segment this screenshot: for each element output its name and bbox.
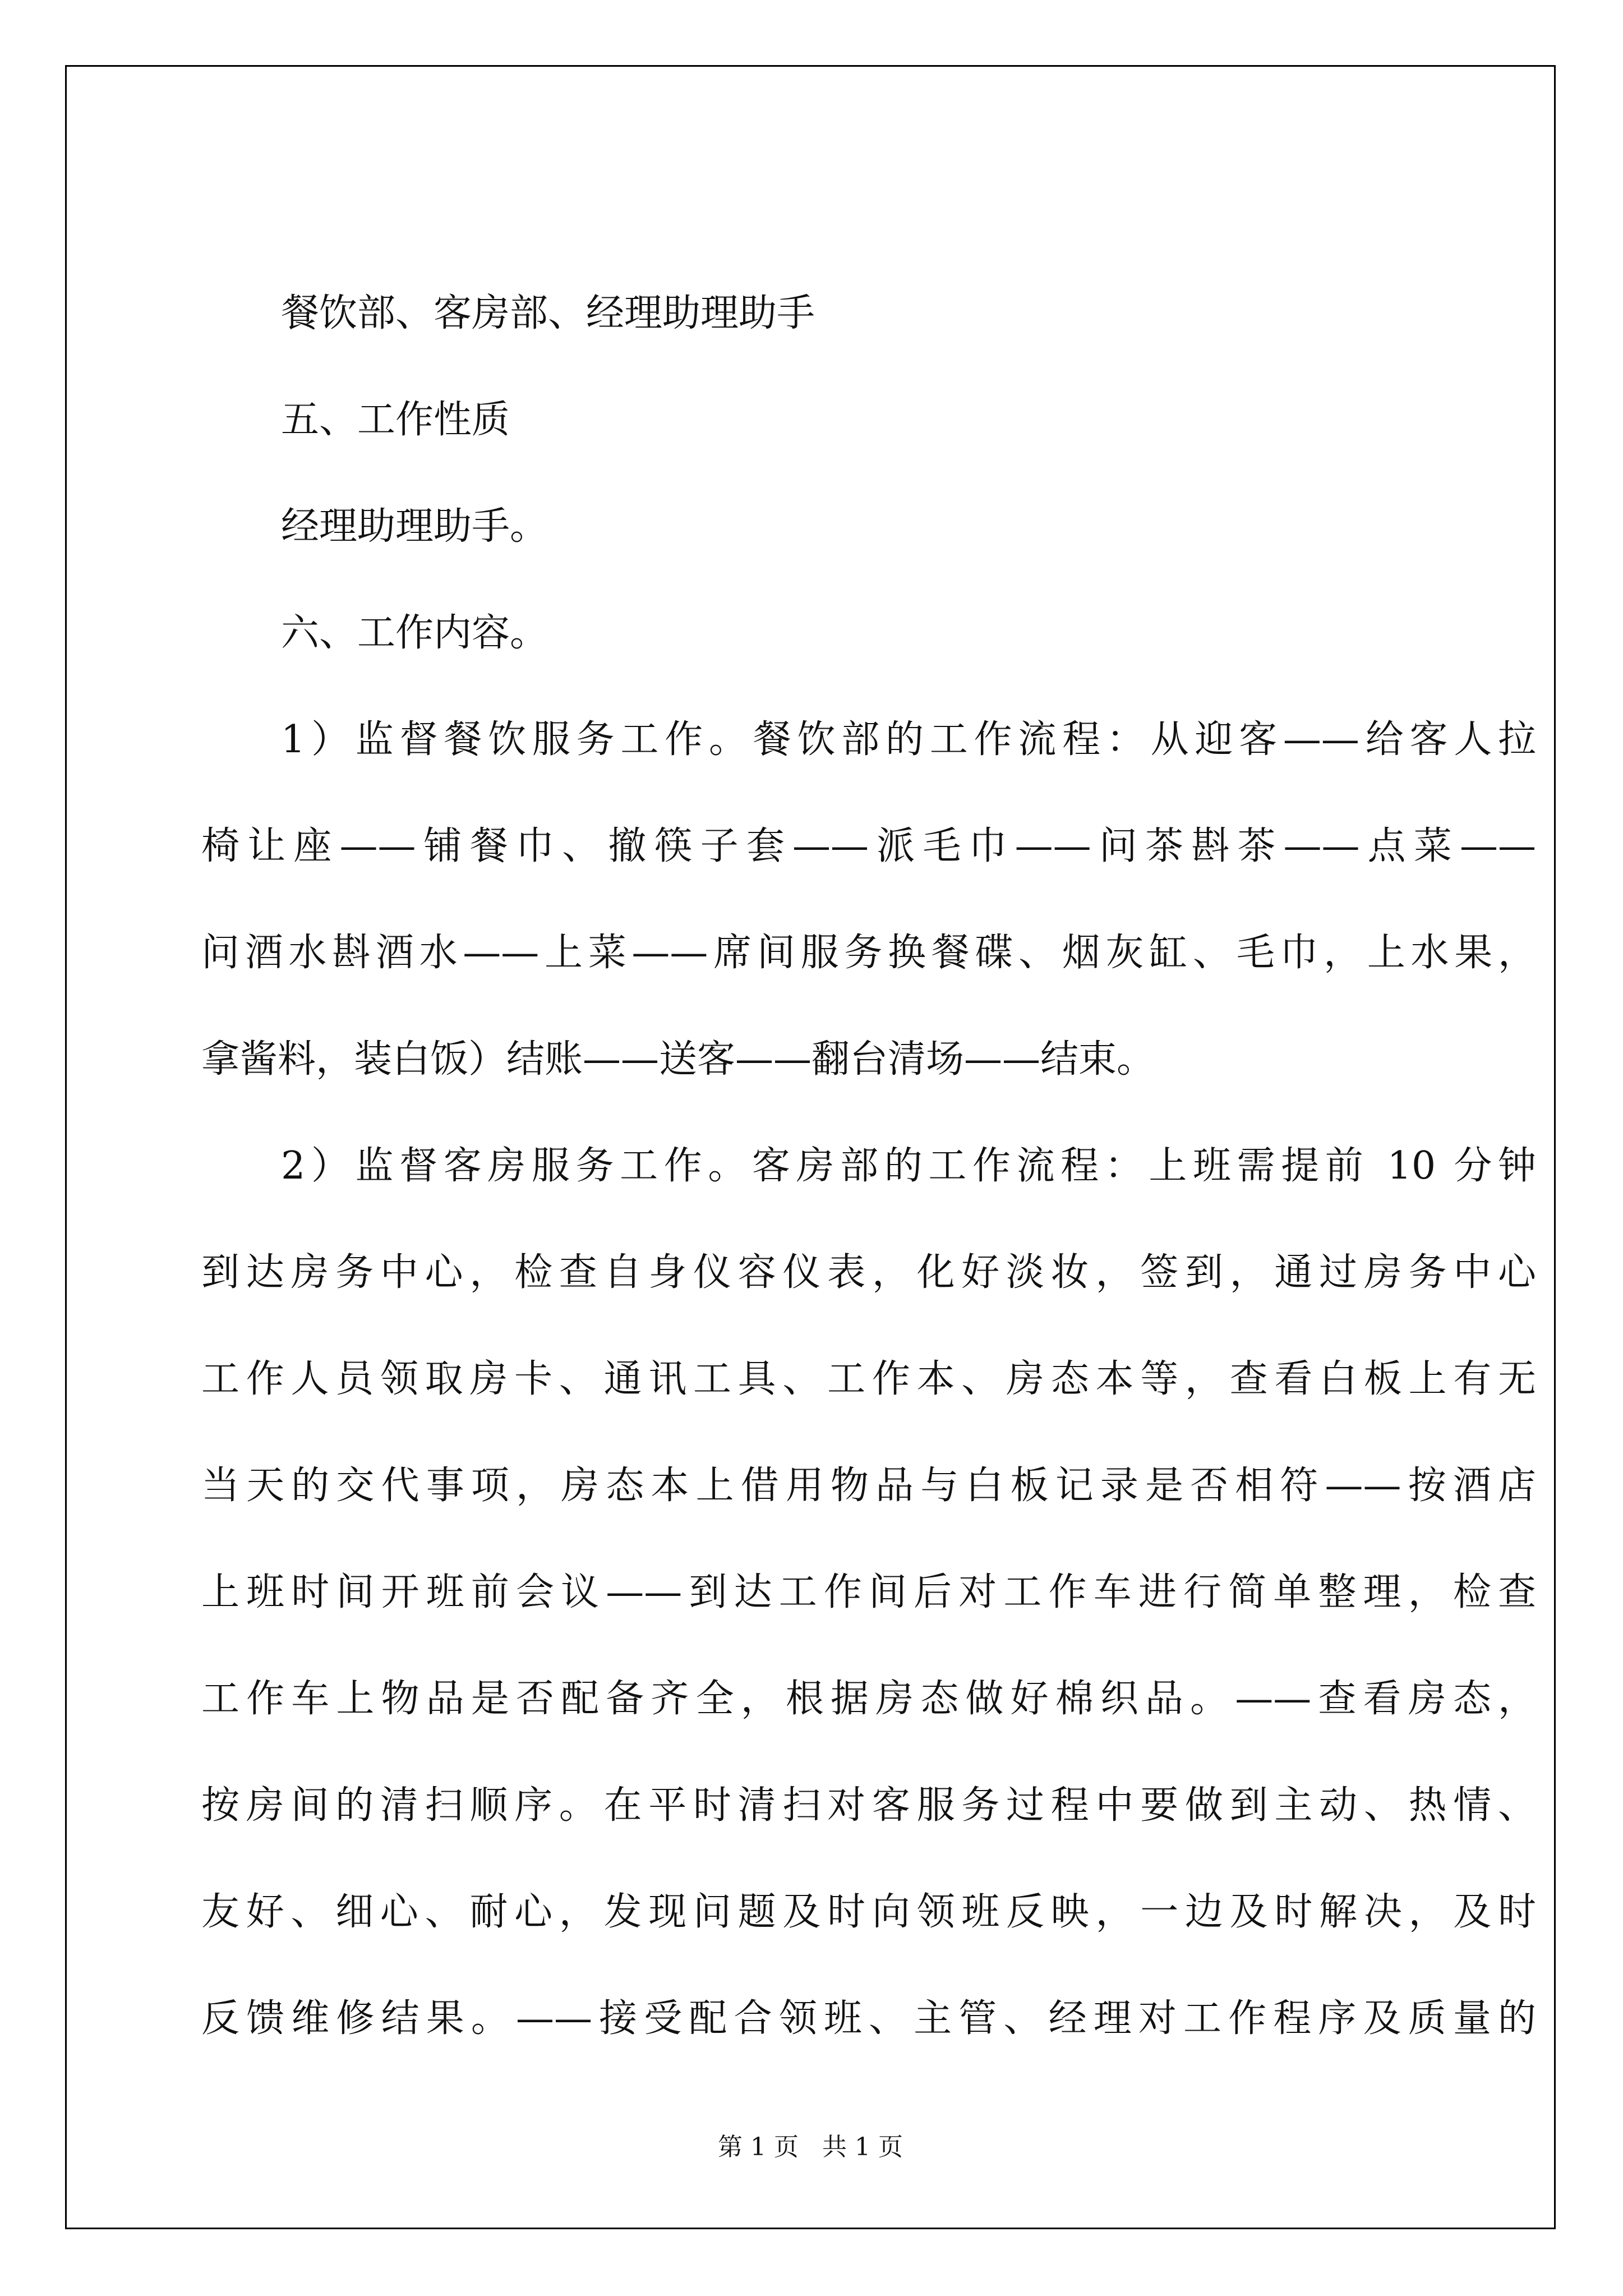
text-line: 拿酱料，装白饭）结账——送客——翻台清场——结束。	[201, 1037, 1155, 1082]
text-line: 五、工作性质	[281, 398, 510, 442]
page-frame	[65, 65, 1556, 2229]
page-total: 共 1 页	[822, 2133, 903, 2161]
page-footer	[67, 2127, 1554, 2162]
text-line: 六、工作内容。	[281, 611, 548, 655]
text-line: 1）监督餐饮服务工作。餐饮部的工作流程：从迎客——给客人拉	[281, 717, 1536, 762]
text-line: 上班时间开班前会议——到达工作间后对工作车进行简单整理，检查	[201, 1570, 1536, 1614]
text-line: 经理助理助手。	[281, 504, 548, 549]
text-line: 工作车上物品是否配备齐全，根据房态做好棉织品。——查看房态，	[201, 1677, 1536, 1721]
document-body	[67, 67, 1554, 2228]
text-line: 餐饮部、客房部、经理助理助手	[281, 291, 815, 335]
text-line: 问酒水斟酒水——上菜——席间服务换餐碟、烟灰缸、毛巾，上水果，	[201, 931, 1536, 975]
text-line: 2）监督客房服务工作。客房部的工作流程：上班需提前 10 分钟	[281, 1144, 1536, 1188]
text-line: 反馈维修结果。——接受配合领班、主管、经理对工作程序及质量的	[201, 1996, 1536, 2041]
text-line: 按房间的清扫顺序。在平时清扫对客服务过程中要做到主动、热情、	[201, 1783, 1536, 1828]
text-line: 当天的交代事项，房态本上借用物品与白板记录是否相符——按酒店	[201, 1464, 1536, 1508]
text-line: 到达房务中心，检查自身仪容仪表，化好淡妆，签到，通过房务中心	[201, 1250, 1536, 1295]
text-line: 工作人员领取房卡、通讯工具、工作本、房态本等，查看白板上有无	[201, 1357, 1536, 1401]
page-number: 第 1 页	[718, 2133, 799, 2161]
text-line: 椅让座——铺餐巾、撤筷子套——派毛巾——问茶斟茶——点菜——	[201, 824, 1536, 868]
text-line: 友好、细心、耐心，发现问题及时向领班反映，一边及时解决，及时	[201, 1890, 1536, 1934]
